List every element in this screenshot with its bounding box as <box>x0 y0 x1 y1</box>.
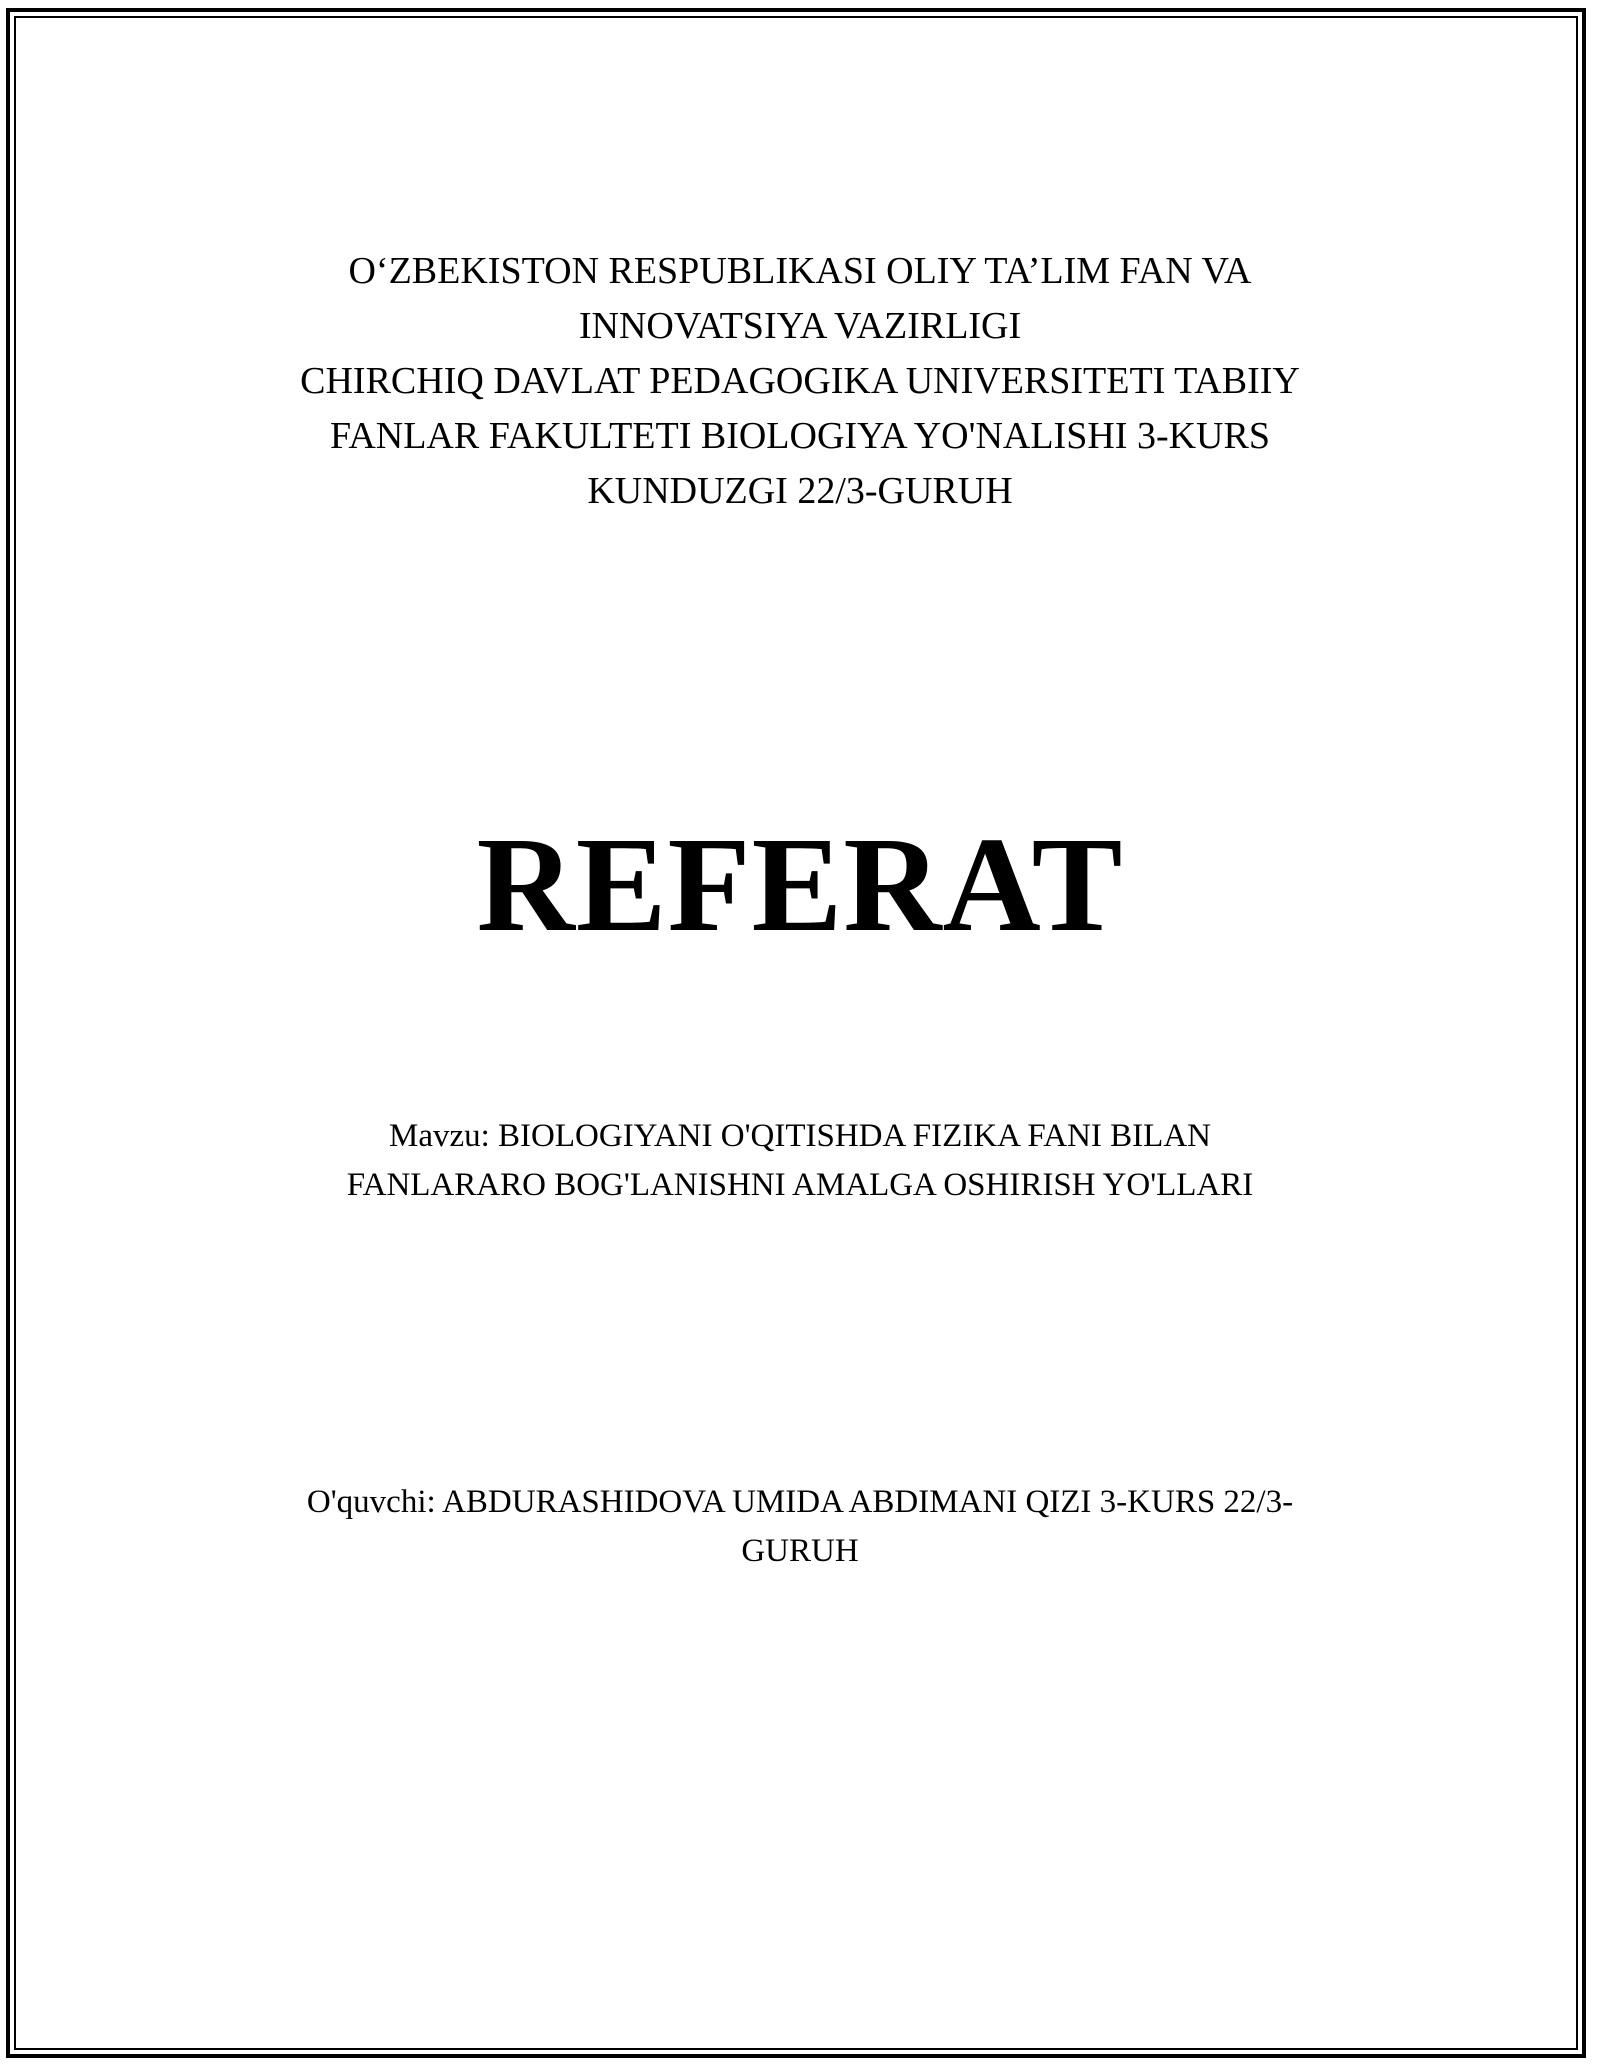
topic-line: FANLARARO BOG'LANISHNI AMALGA OSHIRISH YO'LLARI <box>346 1167 1254 1203</box>
header-line: FANLAR FAKULTETI BIOLOGIYA YO'NALISHI 3-KURS <box>330 415 1270 457</box>
header-line: O‘ZBEKISTON RESPUBLIKASI OLIY TA’LIM FAN VA <box>348 250 1252 292</box>
student-line: GURUH <box>741 1533 859 1569</box>
student-section <box>0 1478 1600 1576</box>
header-line: INNOVATSIYA VAZIRLIGI <box>578 305 1022 347</box>
student-line: O'quvchi: ABDURASHIDOVA UMIDA ABDIMANI QIZI 3-KURS 22/3- <box>306 1484 1294 1520</box>
topic-line: Mavzu: BIOLOGIYANI O'QITISHDA FIZIKA FANI BILAN <box>388 1118 1211 1154</box>
institution-header <box>0 244 1600 519</box>
document-title: REFERAT <box>476 810 1124 960</box>
header-line: CHIRCHIQ DAVLAT PEDAGOGIKA UNIVERSITETI TABIIY <box>300 360 1300 402</box>
topic-section <box>0 1112 1600 1210</box>
header-line: KUNDUZGI 22/3-GURUH <box>587 470 1013 512</box>
